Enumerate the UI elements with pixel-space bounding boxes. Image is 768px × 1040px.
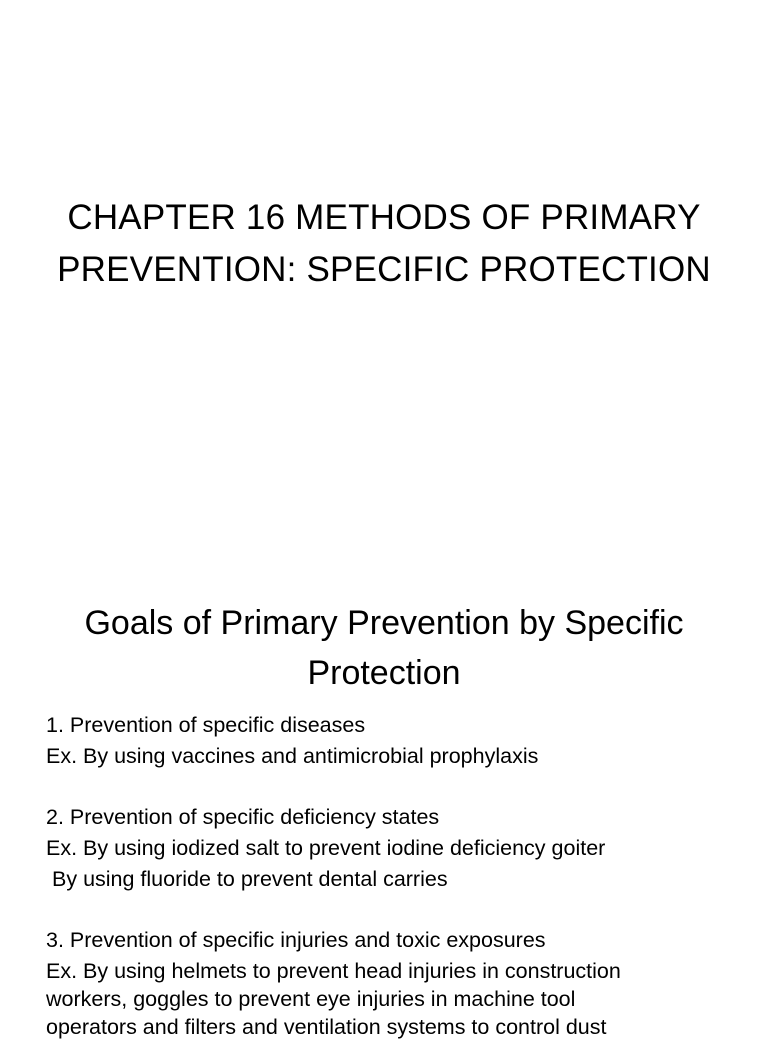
goal-2-example-2: By using fluoride to prevent dental carries bbox=[52, 867, 448, 891]
chapter-title bbox=[0, 192, 768, 296]
chapter-title-line: PREVENTION: SPECIFIC PROTECTION bbox=[57, 250, 711, 289]
goal-3-example-line: Ex. By using helmets to prevent head injuries in construction bbox=[46, 959, 621, 983]
goal-3-example-line: operators and filters and ventilation systems to control dust bbox=[46, 1015, 607, 1039]
slide-heading-line: Protection bbox=[307, 654, 461, 692]
goal-1-example: Ex. By using vaccines and antimicrobial prophylaxis bbox=[46, 744, 539, 768]
chapter-title-line: CHAPTER 16 METHODS OF PRIMARY bbox=[67, 198, 701, 237]
goals-slide bbox=[0, 576, 768, 1039]
goal-3-example-line: workers, goggles to prevent eye injuries in machine tool bbox=[46, 987, 576, 1011]
slide-heading bbox=[0, 598, 768, 698]
goal-2-title: 2. Prevention of specific deficiency states bbox=[46, 805, 440, 829]
goal-3-title: 3. Prevention of specific injuries and toxic exposures bbox=[46, 928, 546, 952]
goal-2-example: Ex. By using iodized salt to prevent iodine deficiency goiter bbox=[46, 836, 606, 860]
paragraph-gap bbox=[46, 895, 746, 925]
slide-body bbox=[46, 710, 746, 1040]
goal-1-title: 1. Prevention of specific diseases bbox=[46, 713, 366, 737]
slide-heading-line: Goals of Primary Prevention by Specific bbox=[84, 604, 684, 642]
paragraph-gap bbox=[46, 772, 746, 802]
